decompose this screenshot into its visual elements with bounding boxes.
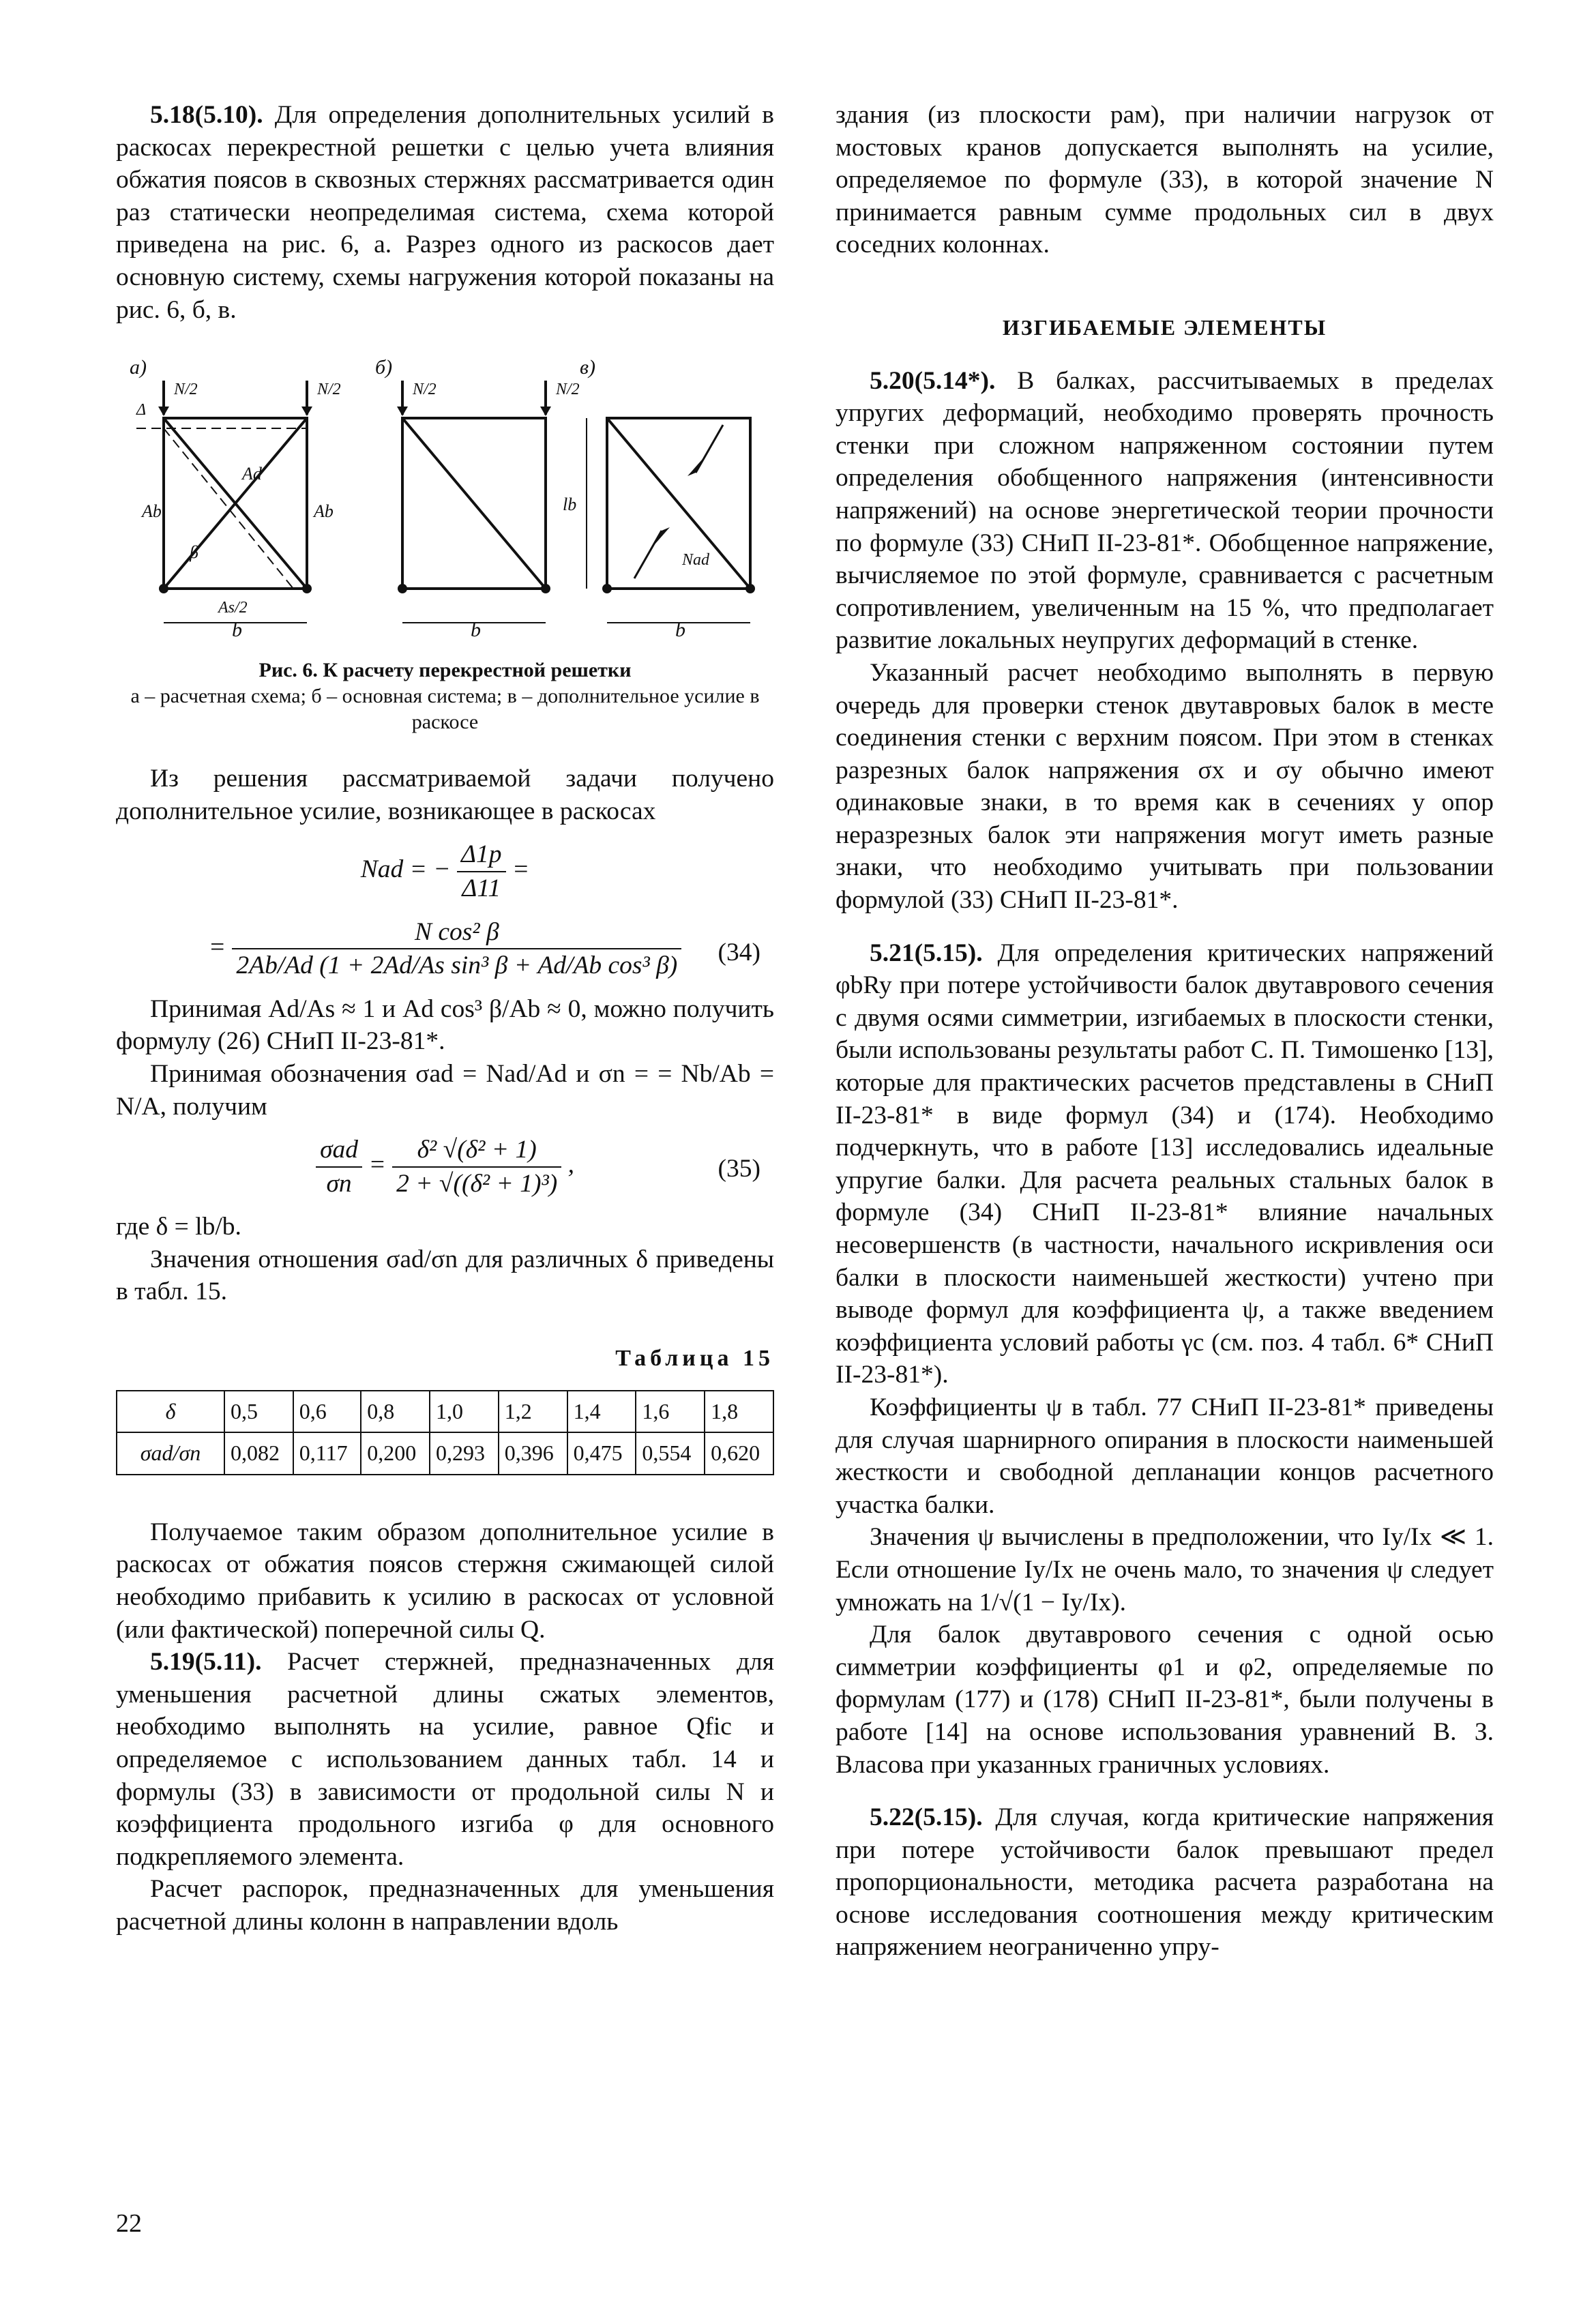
- table-cell: 0,6: [293, 1391, 361, 1433]
- formula-number: (35): [718, 1155, 760, 1183]
- page-number: 22: [116, 2209, 142, 2238]
- fig-label-lb: lb: [563, 494, 577, 515]
- paragraph-where: где δ = lb/b.: [116, 1213, 241, 1241]
- clause-ref: 5.22(5.15).: [870, 1803, 983, 1832]
- table-row: [117, 1391, 773, 1433]
- numerator: δ² √(δ² + 1): [392, 1134, 561, 1168]
- fraction: [392, 1134, 561, 1200]
- table-head: δ: [117, 1391, 224, 1433]
- fig-label-as: As/2: [218, 599, 248, 617]
- fraction: [316, 1134, 362, 1200]
- scheme-b-diagonal: [402, 418, 546, 589]
- paragraph-5-20: [836, 365, 1494, 657]
- clause-ref: 5.20(5.14*).: [870, 366, 996, 395]
- fig-label-beta: β: [190, 542, 198, 563]
- fig-load-label: N/2: [556, 381, 580, 399]
- paragraph-single-axis: Для балок двутаврового сечения с одной осью симметрии коэффициенты φ1 и φ2, определяемые по формулам (177) и (178) СНиП II-23-81*, были получены в работе [14] на основе использования уравнений В. З. Власова при указанных граничных условиях.: [836, 1621, 1494, 1779]
- table-cell: 0,554: [636, 1432, 705, 1475]
- figure-6-drawing: [116, 353, 774, 640]
- fig-label-nad: Nad: [682, 551, 710, 570]
- figure-caption: [116, 658, 774, 683]
- table-cell: 0,082: [224, 1432, 293, 1475]
- table-head: σad/σn: [117, 1432, 224, 1475]
- paragraph-coefficients: Коэффициенты ψ в табл. 77 СНиП II-23-81* приведены для случая шарнирного опирания в плоскости наименьшей жесткости и свободной депланации концов расчетного участка балки.: [836, 1393, 1494, 1519]
- table-cell: 0,396: [499, 1432, 567, 1475]
- paragraph-values: Значения отношения σad/σn для различных δ приведены в табл. 15.: [116, 1245, 774, 1306]
- numerator: Δ1p: [457, 838, 506, 872]
- paragraph-continuation: здания (из плоскости рам), при наличии нагрузок от мостовых кранов допускается выполнять на усилие, определяемое по формуле (33), в которой значение N принимается равным сумме продольных сил в двух соседних колоннах.: [836, 101, 1494, 259]
- paragraph-calculation: Указанный расчет необходимо выполнять в первую очередь для проверки стенок двутавровых балок в месте соединения стенки с верхним поясом. При этом в стенках разрезных балок напряжения σx и σy обычно имеют одинаковые знаки, в то время как в сечениях у опор неразрезных балок эти напряжения могут иметь разные знаки, что необходимо учитывать при пользовании формулой (33) СНиП II-23-81*.: [836, 658, 1494, 915]
- table-cell: 0,8: [361, 1391, 430, 1433]
- paragraph-assumption: Принимая Ad/As ≈ 1 и Ad cos³ β/Ab ≈ 0, можно получить формулу (26) СНиП II-23-81*.: [116, 994, 774, 1056]
- clause-ref: 5.18(5.10).: [150, 101, 263, 129]
- numerator: N cos² β: [232, 916, 681, 950]
- paragraph-5-18: [116, 99, 774, 326]
- table-cell: 0,475: [567, 1432, 636, 1475]
- table-cell: 1,2: [499, 1391, 567, 1433]
- table-cell: 1,8: [705, 1391, 773, 1433]
- paragraph-text: В балках, рассчитываемых в пределах упругих деформаций, необходимо проверять прочность стенки при сложном напряженном состоянии путем определения обобщенного напряжения (интенсивности напряжений) на основе энергетической теории прочности по формуле (33) СНиП II-23-81*. Обобщенное напряжение, вычисляемое по этой формуле, сравнивается с расчетным сопротивлением, увеличенным на 15 %, что предполагает развитие локальных неупругих деформаций в стенке.: [836, 366, 1494, 655]
- table-title: Таблица 15: [615, 1346, 774, 1372]
- paragraph-5-21: [836, 937, 1494, 1391]
- figure-legend: а – расчетная схема; б – основная система; в – дополнительное усилие в раскосе: [130, 685, 760, 734]
- fraction: [232, 916, 681, 982]
- paragraph-5-22: [836, 1801, 1494, 1964]
- paragraph-solution: Из решения рассматриваемой задачи получено дополнительное усилие, возникающее в раскосах: [116, 765, 774, 825]
- paragraph-psi-values: Значения ψ вычислены в предположении, что Iy/Ix ≪ 1. Если отношение Iy/Ix не очень мало, то значения ψ следует умножать на 1/√(1 − Iy/Ix).: [836, 1523, 1494, 1616]
- fig-label-b-dim: b: [471, 619, 481, 640]
- scheme-c-diagonal: [607, 418, 750, 589]
- fig-load-label: N/2: [174, 381, 198, 399]
- fig-label-ad: Ad: [242, 464, 262, 484]
- figure-6: [116, 353, 774, 640]
- paragraph-text: Для случая, когда критические напряжения при потере устойчивости балок превышают предел пропорциональности, методика расчета разработана на основе исследования соотношения между критическим напряжением неограниченно упру-: [836, 1803, 1494, 1962]
- paragraph-text: Для определения критических напряжений φbRy при потере устойчивости балок двутаврового сечения с двумя осями симметрии, изгибаемых в плоскости стенки, были использованы результаты работ С. П. Тимошенко [13], которые для практических расчетов представлены в СНиП II-23-81* в виде формул (34) и (174). Необходимо подчеркнуть, что в работе [13] исследовались идеальные упругие балки. Для расчета реальных стальных балок в формуле (34) СНиП II-23-81* влияние начальных несовершенств (в частности, начального искривления оси балки в плоскости наименьшей жесткости) учтено при выводе формул для коэффициента ψ, а также введением коэффициента условий работы γc (см. поз. 4 табл. 6* СНиП II-23-81*).: [836, 939, 1494, 1389]
- table-cell: 1,0: [430, 1391, 499, 1433]
- formula-35: $\frac{\text{σad}}{\sigma n}$ = $\frac{\text{δ² √(δ² + 1)}}{\text{2 + √((δ² + 1)³)}}$ , (35): [116, 1134, 774, 1200]
- paragraph-text: Для определения дополнительных усилий в раскосах перекрестной решетки с целью учета влияния обжатия поясов в сквозных стержнях рассматривается один раз статически неопределимая система, схема которой приведена на рис. 6, а. Разрез одного из раскосов дает основную систему, схемы нагружения которой показаны на рис. 6, б, в.: [116, 101, 774, 324]
- fig-label-ab: Ab: [314, 501, 334, 522]
- formula-34: = $\frac{\text{N cos² β}}{\text{2Ab/Ad (1 + 2Ad/As sin³ β + Ad/Ab cos³ β)}}$ (34): [116, 916, 774, 982]
- table-cell: 0,293: [430, 1432, 499, 1475]
- fig-load-label: N/2: [413, 381, 437, 399]
- fig-label-b-dim: b: [675, 619, 685, 640]
- fig-label-delta: Δ: [136, 401, 147, 419]
- paragraph-struts: Расчет распорок, предназначенных для уменьшения расчетной длины колонн в направлении вдоль: [116, 1875, 774, 1936]
- table-cell: 0,200: [361, 1432, 430, 1475]
- table-cell: 0,620: [705, 1432, 773, 1475]
- section-heading: ИЗГИБАЕМЫЕ ЭЛЕМЕНТЫ: [1002, 314, 1327, 340]
- right-column: [836, 99, 1494, 1964]
- table-cell: 0,117: [293, 1432, 361, 1475]
- denominator: 2 + √((δ² + 1)³): [396, 1169, 558, 1198]
- denominator: σn: [326, 1169, 352, 1198]
- denominator: 2Ab/Ad (1 + 2Ad/As sin³ β + Ad/Ab cos³ β): [236, 951, 678, 980]
- paragraph-5-19: [116, 1646, 774, 1873]
- table-row: [117, 1432, 773, 1475]
- table-cell: 0,5: [224, 1391, 293, 1433]
- denominator: Δ11: [462, 874, 501, 902]
- clause-ref: 5.19(5.11).: [150, 1648, 262, 1677]
- numerator: σad: [316, 1134, 362, 1168]
- table-cell: 1,4: [567, 1391, 636, 1433]
- fig-label-ab: Ab: [142, 501, 162, 522]
- table-cell: 1,6: [636, 1391, 705, 1433]
- fig-label-c: в): [580, 356, 596, 379]
- table-15: [116, 1390, 774, 1475]
- paragraph-notation: Принимая обозначения σad = Nad/Ad и σn = = Nb/Ab = N/A, получим: [116, 1059, 774, 1121]
- left-column: [116, 99, 774, 1938]
- fig-load-label: N/2: [317, 381, 341, 399]
- formula-number: (34): [718, 938, 760, 966]
- paragraph-text: Расчет стержней, предназначенных для уменьшения расчетной длины сжатых элементов, необходимо выполнять на усилие, равное Qfic и определяемое с использованием данных табл. 14 и формулы (33) в зависимости от продольной силы N и коэффициента продольного изгиба φ для основного подкрепляемого элемента.: [116, 1648, 774, 1871]
- fig-label-b: б): [375, 356, 393, 379]
- fig-label-a: а): [130, 356, 147, 379]
- formula-34-line1: Nad = − $\frac{\Delta 1p}{\Delta 11}$ =: [116, 838, 774, 904]
- clause-ref: 5.21(5.15).: [870, 939, 983, 967]
- fraction: [457, 838, 506, 904]
- fig-label-b-dim: b: [232, 619, 242, 640]
- formula-lhs: Nad = −: [360, 855, 451, 884]
- paragraph-additional-force: Получаемое таким образом дополнительное усилие в раскосах от обжатия поясов стержня сжимающей силой необходимо прибавить к усилию в раскосах от условной (или фактической) поперечной силы Q.: [116, 1518, 774, 1644]
- figure-caption-title: Рис. 6. К расчету перекрестной решетки: [258, 659, 632, 682]
